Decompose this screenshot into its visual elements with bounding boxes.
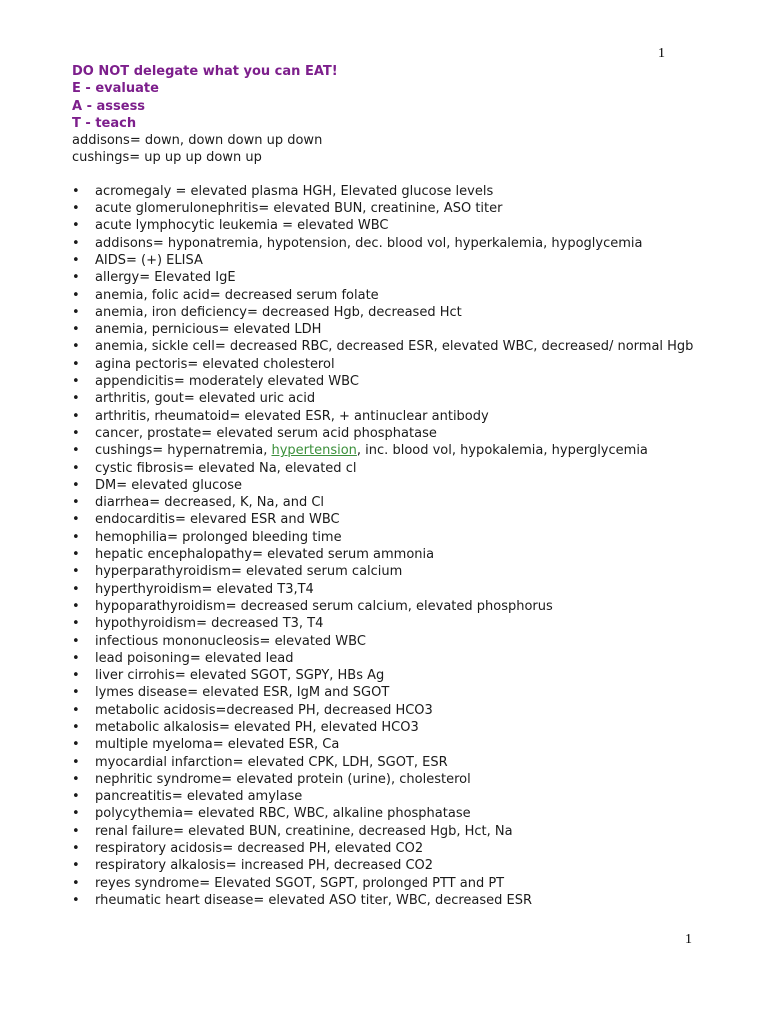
spacer bbox=[72, 167, 712, 183]
hypertension-link[interactable]: hypertension bbox=[271, 443, 357, 459]
list-item: • agina pectoris= elevated cholesterol bbox=[72, 356, 712, 373]
list-item: • hyperthyroidism= elevated T3,T4 bbox=[72, 581, 712, 598]
list-item: • arthritis, gout= elevated uric acid bbox=[72, 390, 712, 407]
list-item: • respiratory alkalosis= increased PH, decreased CO2 bbox=[72, 857, 712, 874]
list-item: • metabolic acidosis=decreased PH, decreased HCO3 bbox=[72, 702, 712, 719]
list-item: • appendicitis= moderately elevated WBC bbox=[72, 373, 712, 390]
list-item: • hepatic encephalopathy= elevated serum ammonia bbox=[72, 546, 712, 563]
list-item: • multiple myeloma= elevated ESR, Ca bbox=[72, 736, 712, 753]
list-item: • cystic fibrosis= elevated Na, elevated cl bbox=[72, 460, 712, 477]
page-number-top: 1 bbox=[658, 46, 665, 61]
mnemonic-addisons: addisons= down, down down up down bbox=[72, 133, 323, 149]
list-item: • diarrhea= decreased, K, Na, and Cl bbox=[72, 494, 712, 511]
headline-title: DO NOT delegate what you can EAT! bbox=[72, 64, 338, 79]
lab-values-list bbox=[72, 183, 712, 909]
list-item: • lymes disease= elevated ESR, IgM and SGOT bbox=[72, 684, 712, 701]
document-body bbox=[72, 63, 712, 909]
list-item: • liver cirrohis= elevated SGOT, SGPY, HBs Ag bbox=[72, 667, 712, 684]
list-item: • polycythemia= elevated RBC, WBC, alkaline phosphatase bbox=[72, 805, 712, 822]
list-item: • addisons= hyponatremia, hypotension, dec. blood vol, hyperkalemia, hypoglycemia bbox=[72, 235, 712, 252]
list-item: • pancreatitis= elevated amylase bbox=[72, 788, 712, 805]
list-item: • anemia, sickle cell= decreased RBC, decreased ESR, elevated WBC, decreased/ normal Hgb bbox=[72, 338, 712, 355]
list-item: • cancer, prostate= elevated serum acid phosphatase bbox=[72, 425, 712, 442]
list-item: • DM= elevated glucose bbox=[72, 477, 712, 494]
list-item-text: , inc. blood vol, hypokalemia, hyperglycemia bbox=[356, 443, 648, 459]
list-item: • hypoparathyroidism= decreased serum calcium, elevated phosphorus bbox=[72, 598, 712, 615]
list-item: • anemia, iron deficiency= decreased Hgb, decreased Hct bbox=[72, 304, 712, 321]
list-item: • anemia, pernicious= elevated LDH bbox=[72, 321, 712, 338]
list-item: • acromegaly = elevated plasma HGH, Elevated glucose levels bbox=[72, 183, 712, 200]
headline-a-line: A - assess bbox=[72, 98, 146, 114]
list-item: • anemia, folic acid= decreased serum folate bbox=[72, 287, 712, 304]
list-item-text: cushings= hypernatremia, bbox=[95, 443, 272, 459]
list-item: • myocardial infarction= elevated CPK, LDH, SGOT, ESR bbox=[72, 754, 712, 771]
list-item: • arthritis, rheumatoid= elevated ESR, + antinuclear antibody bbox=[72, 408, 712, 425]
list-item: • reyes syndrome= Elevated SGOT, SGPT, prolonged PTT and PT bbox=[72, 875, 712, 892]
list-item: • acute lymphocytic leukemia = elevated WBC bbox=[72, 217, 712, 234]
list-item: • hyperparathyroidism= elevated serum calcium bbox=[72, 563, 712, 580]
headline-e-line: E - evaluate bbox=[72, 81, 159, 97]
list-item: • AIDS= (+) ELISA bbox=[72, 252, 712, 269]
list-item: • nephritic syndrome= elevated protein (urine), cholesterol bbox=[72, 771, 712, 788]
list-item: • hemophilia= prolonged bleeding time bbox=[72, 529, 712, 546]
list-item: • endocarditis= elevared ESR and WBC bbox=[72, 511, 712, 528]
list-item bbox=[72, 442, 712, 459]
list-item: • respiratory acidosis= decreased PH, elevated CO2 bbox=[72, 840, 712, 857]
page-number-bottom: 1 bbox=[685, 932, 692, 947]
list-item: • acute glomerulonephritis= elevated BUN, creatinine, ASO titer bbox=[72, 200, 712, 217]
headline-t-line: T - teach bbox=[72, 115, 137, 131]
list-item: • renal failure= elevated BUN, creatinine, decreased Hgb, Hct, Na bbox=[72, 823, 712, 840]
list-item: • metabolic alkalosis= elevated PH, elevated HCO3 bbox=[72, 719, 712, 736]
list-item: • allergy= Elevated IgE bbox=[72, 269, 712, 286]
list-item: • hypothyroidism= decreased T3, T4 bbox=[72, 615, 712, 632]
list-item: • rheumatic heart disease= elevated ASO titer, WBC, decreased ESR bbox=[72, 892, 712, 909]
list-item: • infectious mononucleosis= elevated WBC bbox=[72, 633, 712, 650]
mnemonic-cushings: cushings= up up up down up bbox=[72, 150, 262, 166]
list-item: • lead poisoning= elevated lead bbox=[72, 650, 712, 667]
